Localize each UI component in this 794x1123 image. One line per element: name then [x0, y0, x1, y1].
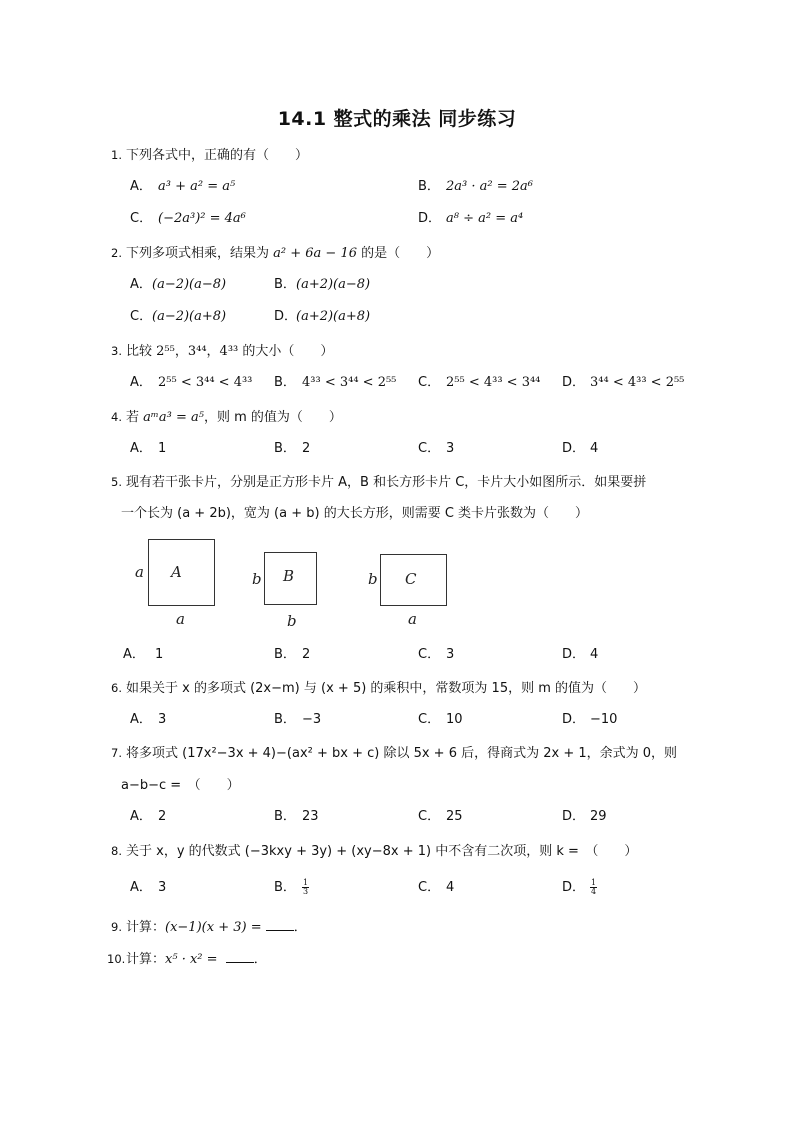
option-d: D． 4 [562, 441, 599, 456]
question-expr: x⁵ · x² = [165, 952, 218, 967]
option-d: D． −10 [562, 712, 618, 727]
question-number: 9. [111, 920, 122, 934]
options-row [0, 877, 794, 899]
option-a: A． 1 [123, 647, 164, 662]
option-expr: (a−2)(a−8) [152, 277, 227, 292]
question-expr: (x−1)(x + 3) = [165, 920, 262, 935]
option-c: C． 25 [418, 809, 463, 824]
options-row [0, 306, 794, 328]
question-1 [0, 144, 794, 166]
cards-figure [128, 530, 468, 635]
question-number: 3. [111, 344, 122, 358]
question-expr: a² + 6a − 16 [273, 246, 357, 261]
option-c: C． (−2a³)² = 4a⁶ [130, 211, 246, 226]
option-d: D．(a+2)(a+8) [274, 309, 371, 324]
question-text: 如果关于 x 的多项式 (2x−m) 与 (x + 5) 的乘积中，常数项为 15，则 m 的值为（ ） [126, 681, 647, 696]
question-5 [0, 471, 794, 493]
option-d: D． $\frac{1}{4}$ [562, 878, 597, 896]
question-3: 3. 比较 2⁵⁵，3⁴⁴，4³³ 的大小（ ） [0, 340, 794, 362]
option-a: A． 3 [130, 712, 167, 727]
option-c: C． 3 [418, 647, 455, 662]
option-b: B． 2 [274, 647, 311, 662]
card-a-name: A [171, 563, 182, 581]
question-number: 4. [111, 410, 122, 424]
card-a-bottom-label: a [176, 610, 185, 628]
card-b-name: B [283, 567, 295, 585]
option-a: A． 1 [130, 441, 167, 456]
question-number: 7. [111, 746, 122, 760]
question-8 [0, 840, 794, 862]
card-c-name: C [405, 570, 417, 588]
question-text: 关于 x，y 的代数式 (−3kxy + 3y) + (xy−8x + 1) 中不含有二次项，则 k = （ ） [126, 844, 638, 859]
option-a: A． 2⁵⁵ < 3⁴⁴ < 4³³ [130, 375, 253, 390]
options-row [0, 709, 794, 731]
option-b: B． −3 [274, 712, 322, 727]
question-4: 4. 若 aᵐa³ = a⁵，则 m 的值为（ ） [0, 406, 794, 428]
option-b: B． 2a³ · a² = 2a⁶ [418, 179, 533, 194]
option-expr: 4³³ < 3⁴⁴ < 2⁵⁵ [302, 375, 397, 390]
question-6 [0, 677, 794, 699]
answer-blank[interactable] [226, 950, 254, 963]
option-expr: 2a³ · a² = 2a⁶ [446, 179, 533, 194]
options-row [0, 806, 794, 828]
card-a-side-label: a [135, 563, 144, 581]
question-text: 下列各式中，正确的有（ ） [126, 148, 309, 163]
fraction: $\frac{1}{4}$ [591, 878, 597, 896]
option-d: D． 4 [562, 647, 599, 662]
option-b: B．(a+2)(a−8) [274, 277, 371, 292]
question-text: 一个长为 (a + 2b)，宽为 (a + b) 的大长方形，则需要 C 类卡片张数为（ ） [121, 506, 589, 521]
options-row [0, 176, 794, 198]
option-d: D． a⁸ ÷ a² = a⁴ [418, 211, 524, 226]
options-row [0, 274, 794, 296]
page-title: 14.1 整式的乘法 同步练习 [277, 108, 517, 130]
option-expr: a⁸ ÷ a² = a⁴ [446, 211, 524, 226]
option-expr: 2⁵⁵ < 4³³ < 3⁴⁴ [446, 375, 541, 390]
option-d: D． 3⁴⁴ < 4³³ < 2⁵⁵ [562, 375, 685, 390]
option-c: C． 10 [418, 712, 463, 727]
question-text: 将多项式 (17x²−3x + 4)−(ax² + bx + c) 除以 5x + 6 后，得商式为 2x + 1，余式为 0，则 [126, 746, 678, 761]
question-10: 10.计算：x⁵ · x² = ． [0, 948, 794, 970]
question-expr: aᵐa³ = a⁵ [143, 410, 204, 425]
options-row [0, 372, 794, 394]
card-b-side-label: b [252, 570, 262, 588]
option-c: C． 4 [418, 880, 455, 895]
option-a: A． 3 [130, 880, 167, 895]
question-number: 1. [111, 148, 122, 162]
option-a: A． a³ + a² = a⁵ [130, 179, 236, 194]
option-expr: a³ + a² = a⁵ [158, 179, 236, 194]
option-b: B． 4³³ < 3⁴⁴ < 2⁵⁵ [274, 375, 397, 390]
question-number: 8. [111, 844, 122, 858]
option-d: D． 29 [562, 809, 607, 824]
question-number: 6. [111, 681, 122, 695]
option-c: C． 3 [418, 441, 455, 456]
option-expr: (a+2)(a−8) [296, 277, 371, 292]
options-row [0, 438, 794, 460]
option-c: C．(a−2)(a+8) [130, 309, 227, 324]
option-a: A．(a−2)(a−8) [130, 277, 227, 292]
question-text: a−b−c = （ ） [121, 778, 240, 793]
card-b-bottom-label: b [287, 612, 297, 630]
question-2: 2. 下列多项式相乘，结果为 a² + 6a − 16 的是（ ） [0, 242, 794, 264]
option-expr: (a−2)(a+8) [152, 309, 227, 324]
option-a: A． 2 [130, 809, 167, 824]
question-number: 5. [111, 475, 122, 489]
question-number: 2. [111, 246, 122, 260]
question-7 [0, 742, 794, 764]
answer-blank[interactable] [266, 918, 294, 931]
question-number: 10. [107, 952, 126, 966]
question-7-line-2 [0, 775, 794, 797]
option-b: B． 23 [274, 809, 319, 824]
fraction: $\frac{1}{3}$ [303, 878, 309, 896]
options-row [0, 208, 794, 230]
option-b: B． $\frac{1}{3}$ [274, 878, 309, 896]
option-expr: (−2a³)² = 4a⁶ [158, 211, 246, 226]
question-expr: 2⁵⁵，3⁴⁴，4³³ [156, 344, 239, 359]
card-c-side-label: b [368, 570, 378, 588]
question-5-line-2 [0, 503, 794, 525]
option-b: B． 2 [274, 441, 311, 456]
question-9: 9. 计算：(x−1)(x + 3) = ． [0, 916, 794, 938]
option-c: C． 2⁵⁵ < 4³³ < 3⁴⁴ [418, 375, 541, 390]
option-expr: 2⁵⁵ < 3⁴⁴ < 4³³ [158, 375, 253, 390]
option-expr: (a+2)(a+8) [296, 309, 371, 324]
options-row [0, 644, 794, 666]
card-c-bottom-label: a [408, 610, 417, 628]
question-text: 现有若干张卡片，分别是正方形卡片 A，B 和长方形卡片 C，卡片大小如图所示．如果要拼 [126, 475, 647, 490]
option-expr: 3⁴⁴ < 4³³ < 2⁵⁵ [590, 375, 685, 390]
